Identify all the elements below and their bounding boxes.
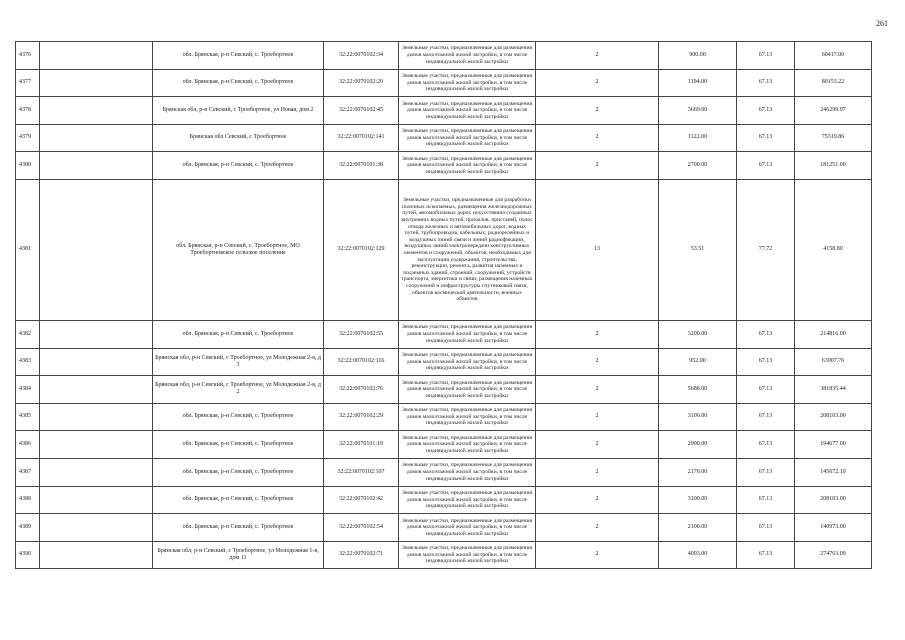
- address-cell: обл. Брянская, р-н Севский, с. Троебортное: [153, 514, 324, 542]
- blank-cell: [40, 320, 153, 348]
- area-cell: 1194.00: [659, 69, 737, 97]
- cadastral-number-cell: 32:22:0070102:45: [324, 97, 399, 125]
- address-cell: обл. Брянская, р-н Севский, с. Троебортное: [153, 320, 324, 348]
- category-cell: 2: [536, 152, 659, 180]
- category-cell: 2: [536, 486, 659, 514]
- cadastral-number-cell: 32:22:0070102:71: [324, 541, 399, 569]
- area-cell: 5688.00: [659, 376, 737, 404]
- cadastral-value-cell: 208103.00: [795, 403, 872, 431]
- land-use-purpose-cell: Земельные участки, предназначенные для размещения домов малоэтажной жилой застройки, в том числе индивидуальной жилой застройки: [399, 348, 536, 376]
- rate-cell: 67.13: [737, 124, 795, 152]
- blank-cell: [40, 97, 153, 125]
- category-cell: 2: [536, 124, 659, 152]
- cadastral-value-cell: 194677.00: [795, 431, 872, 459]
- row-number: 4376: [16, 42, 40, 70]
- address-cell: Брянская обл, р-н Севский, с Троебортное, ул Новая, дом 2: [153, 97, 324, 125]
- blank-cell: [40, 348, 153, 376]
- land-use-purpose-cell: Земельные участки, предназначенные для размещения домов малоэтажной жилой застройки, в том числе индивидуальной жилой застройки: [399, 320, 536, 348]
- row-number: 4383: [16, 348, 40, 376]
- address-cell: Брянская обл, р-н Севский, с Троебортное, ул Молодежная 1-я, дом 11: [153, 541, 324, 569]
- blank-cell: [40, 541, 153, 569]
- cadastral-number-cell: 32:22:0070101:38: [324, 152, 399, 180]
- category-cell: 2: [536, 320, 659, 348]
- rate-cell: 67.13: [737, 403, 795, 431]
- category-cell: 2: [536, 514, 659, 542]
- blank-cell: [40, 179, 153, 320]
- area-cell: 2700.00: [659, 152, 737, 180]
- land-use-purpose-cell: Земельные участки, предназначенные для размещения домов малоэтажной жилой застройки, в том числе индивидуальной жилой застройки: [399, 376, 536, 404]
- blank-cell: [40, 124, 153, 152]
- table-row: [16, 514, 872, 542]
- land-use-purpose-cell: Земельные участки, предназначенные для размещения домов малоэтажной жилой застройки, в том числе индивидуальной жилой застройки: [399, 431, 536, 459]
- table-row: [16, 486, 872, 514]
- row-number: 4382: [16, 320, 40, 348]
- area-cell: 2170.00: [659, 458, 737, 486]
- rate-cell: 67.13: [737, 152, 795, 180]
- land-use-purpose-cell: Земельные участки, предназначенные для размещения домов малоэтажной жилой застройки, в том числе индивидуальной жилой застройки: [399, 541, 536, 569]
- rate-cell: 67.13: [737, 514, 795, 542]
- address-cell: Брянская обл, р-н Севский, с Троебортное, ул Молодежная 2-я, д 2: [153, 376, 324, 404]
- land-use-purpose-cell: Земельные участки, предназначенные для размещения домов малоэтажной жилой застройки, в том числе индивидуальной жилой застройки: [399, 458, 536, 486]
- cadastral-number-cell: 32:22:0070102:20: [324, 69, 399, 97]
- land-use-purpose-cell: Земельные участки, предназначенные для размещения домов малоэтажной жилой застройки, в том числе индивидуальной жилой застройки: [399, 403, 536, 431]
- land-use-purpose-cell: Земельные участки, предназначенные для размещения домов малоэтажной жилой застройки, в том числе индивидуальной жилой застройки: [399, 514, 536, 542]
- cadastral-number-cell: 32:22:0070102:129: [324, 179, 399, 320]
- area-cell: 2900.00: [659, 431, 737, 459]
- cadastral-value-cell: 4158.80: [795, 179, 872, 320]
- address-cell: обл. Брянская, р-н Севский, с. Троебортное, МО Троебортновское сельское поселение: [153, 179, 324, 320]
- category-cell: 2: [536, 541, 659, 569]
- category-cell: 2: [536, 69, 659, 97]
- cadastral-number-cell: 32:22:0070102:76: [324, 376, 399, 404]
- rate-cell: 67.13: [737, 97, 795, 125]
- cadastral-number-cell: 32:22:0070102:42: [324, 486, 399, 514]
- area-cell: 1122.00: [659, 124, 737, 152]
- cadastral-value-cell: 60417.00: [795, 42, 872, 70]
- cadastral-value-cell: 246299.97: [795, 97, 872, 125]
- row-number: 4377: [16, 69, 40, 97]
- table-row: [16, 152, 872, 180]
- row-number: 4381: [16, 179, 40, 320]
- address-cell: обл. Брянская, р-н Севский, с. Троебортное: [153, 403, 324, 431]
- cadastral-value-cell: 145672.10: [795, 458, 872, 486]
- cadastral-number-cell: 32:22:0070102:54: [324, 514, 399, 542]
- address-cell: обл. Брянская, р-н Севский, с. Троебортное: [153, 42, 324, 70]
- blank-cell: [40, 376, 153, 404]
- address-cell: Брянская обл, р-н Севский, с Троебортное, ул Молодежная 2-я, д 3: [153, 348, 324, 376]
- address-cell: обл. Брянская, р-н Севский, с. Троебортное: [153, 69, 324, 97]
- blank-cell: [40, 431, 153, 459]
- rate-cell: 67.13: [737, 376, 795, 404]
- page-number: 261: [876, 19, 888, 28]
- land-use-purpose-cell: Земельные участки, предназначенные для размещения домов малоэтажной жилой застройки, в том числе индивидуальной жилой застройки: [399, 97, 536, 125]
- rate-cell: 67.13: [737, 69, 795, 97]
- rate-cell: 67.13: [737, 348, 795, 376]
- row-number: 4387: [16, 458, 40, 486]
- land-use-purpose-cell: Земельные участки, предназначенные для размещения домов малоэтажной жилой застройки, в том числе индивидуальной жилой застройки: [399, 42, 536, 70]
- table-row: [16, 403, 872, 431]
- cadastral-value-cell: 75319.86: [795, 124, 872, 152]
- blank-cell: [40, 69, 153, 97]
- cadastral-value-cell: 208103.00: [795, 486, 872, 514]
- blank-cell: [40, 486, 153, 514]
- cadastral-number-cell: 32:22:0070102:55: [324, 320, 399, 348]
- table-row: [16, 124, 872, 152]
- cadastral-value-cell: 214816.00: [795, 320, 872, 348]
- area-cell: 3100.00: [659, 486, 737, 514]
- rate-cell: 67.13: [737, 320, 795, 348]
- table-row: [16, 97, 872, 125]
- row-number: 4378: [16, 97, 40, 125]
- table-row: [16, 431, 872, 459]
- rate-cell: 67.13: [737, 431, 795, 459]
- land-use-purpose-cell: Земельные участки, предназначенные для размещения домов малоэтажной жилой застройки, в том числе индивидуальной жилой застройки: [399, 486, 536, 514]
- cadastral-value-cell: 63907.76: [795, 348, 872, 376]
- cadastral-value-cell: 140973.00: [795, 514, 872, 542]
- cadastral-value-cell: 80153.22: [795, 69, 872, 97]
- cadastral-number-cell: 32:22:0070102:34: [324, 42, 399, 70]
- blank-cell: [40, 42, 153, 70]
- cadastral-value-cell: 181251.00: [795, 152, 872, 180]
- rate-cell: 67.13: [737, 486, 795, 514]
- category-cell: 2: [536, 97, 659, 125]
- cadastral-number-cell: 32:22:0070102:141: [324, 124, 399, 152]
- land-use-purpose-cell: Земельные участки, предназначенные для размещения домов малоэтажной жилой застройки, в том числе индивидуальной жилой застройки: [399, 124, 536, 152]
- rate-cell: 77.72: [737, 179, 795, 320]
- address-cell: обл. Брянская, р-н Севский, с. Троебортное: [153, 458, 324, 486]
- cadastral-value-cell: 274763.09: [795, 541, 872, 569]
- blank-cell: [40, 152, 153, 180]
- area-cell: 900.00: [659, 42, 737, 70]
- land-use-purpose-cell: Земельные участки, предназначенные для размещения домов малоэтажной жилой застройки, в том числе индивидуальной жилой застройки: [399, 152, 536, 180]
- row-number: 4388: [16, 486, 40, 514]
- cadastral-number-cell: 32:22:0070102:29: [324, 403, 399, 431]
- cadastral-value-table: [15, 41, 872, 569]
- row-number: 4389: [16, 514, 40, 542]
- rate-cell: 67.13: [737, 541, 795, 569]
- category-cell: 2: [536, 403, 659, 431]
- area-cell: 3100.00: [659, 403, 737, 431]
- row-number: 4390: [16, 541, 40, 569]
- table-row: [16, 348, 872, 376]
- cadastral-number-cell: 32:22:0070102:107: [324, 458, 399, 486]
- area-cell: 2100.00: [659, 514, 737, 542]
- area-cell: 4093.00: [659, 541, 737, 569]
- rate-cell: 67.13: [737, 458, 795, 486]
- address-cell: обл. Брянская, р-н Севский, с. Троебортное: [153, 431, 324, 459]
- table-row: [16, 541, 872, 569]
- row-number: 4386: [16, 431, 40, 459]
- row-number: 4384: [16, 376, 40, 404]
- rate-cell: 67.13: [737, 42, 795, 70]
- table-row: [16, 376, 872, 404]
- address-cell: обл. Брянская, р-н Севский, с. Троебортное: [153, 152, 324, 180]
- row-number: 4385: [16, 403, 40, 431]
- address-cell: Брянская обл Севский, с Троебортное: [153, 124, 324, 152]
- table-row: [16, 320, 872, 348]
- category-cell: 2: [536, 376, 659, 404]
- cadastral-number-cell: 32:22:0070102:116: [324, 348, 399, 376]
- table-row: [16, 179, 872, 320]
- table-row: [16, 42, 872, 70]
- area-cell: 3669.00: [659, 97, 737, 125]
- land-use-purpose-cell: Земельные участки, предназначенные для разработки полезных ископаемых, размещения железнодорожных путей, автомобильных дорог, искусственно созданных внутренних водных путей, причалов, пристаней, полос отвода железных и автомобильных дорог, водных путей, трубопроводов, кабельных, радиорелейных и воздушных линий связи и линий радиофикации, воздушных линий электропередачи конструктивных элементов и сооружений, объектов, необходимых для эксплуатации,содержания, строительства, реконструкции, ремонта, развития наземных и подземных зданий, строений, сооружений, устройств транспорта, энергетики и связи; размещения наземных сооружений и инфраструктуры спутниковой связи, объектов космической деятельности, военных объектов: [399, 179, 536, 320]
- table-body: [16, 42, 872, 569]
- table-row: [16, 69, 872, 97]
- row-number: 4380: [16, 152, 40, 180]
- category-cell: 2: [536, 348, 659, 376]
- address-cell: обл. Брянская, р-н Севский, с. Троебортное: [153, 486, 324, 514]
- category-cell: 2: [536, 431, 659, 459]
- row-number: 4379: [16, 124, 40, 152]
- area-cell: 53.51: [659, 179, 737, 320]
- land-use-purpose-cell: Земельные участки, предназначенные для размещения домов малоэтажной жилой застройки, в том числе индивидуальной жилой застройки: [399, 69, 536, 97]
- blank-cell: [40, 514, 153, 542]
- category-cell: 2: [536, 458, 659, 486]
- blank-cell: [40, 403, 153, 431]
- cadastral-value-cell: 381835.44: [795, 376, 872, 404]
- category-cell: 2: [536, 42, 659, 70]
- table-row: [16, 458, 872, 486]
- area-cell: 3200.00: [659, 320, 737, 348]
- area-cell: 952.00: [659, 348, 737, 376]
- category-cell: 13: [536, 179, 659, 320]
- cadastral-number-cell: 32:22:0070101:19: [324, 431, 399, 459]
- blank-cell: [40, 458, 153, 486]
